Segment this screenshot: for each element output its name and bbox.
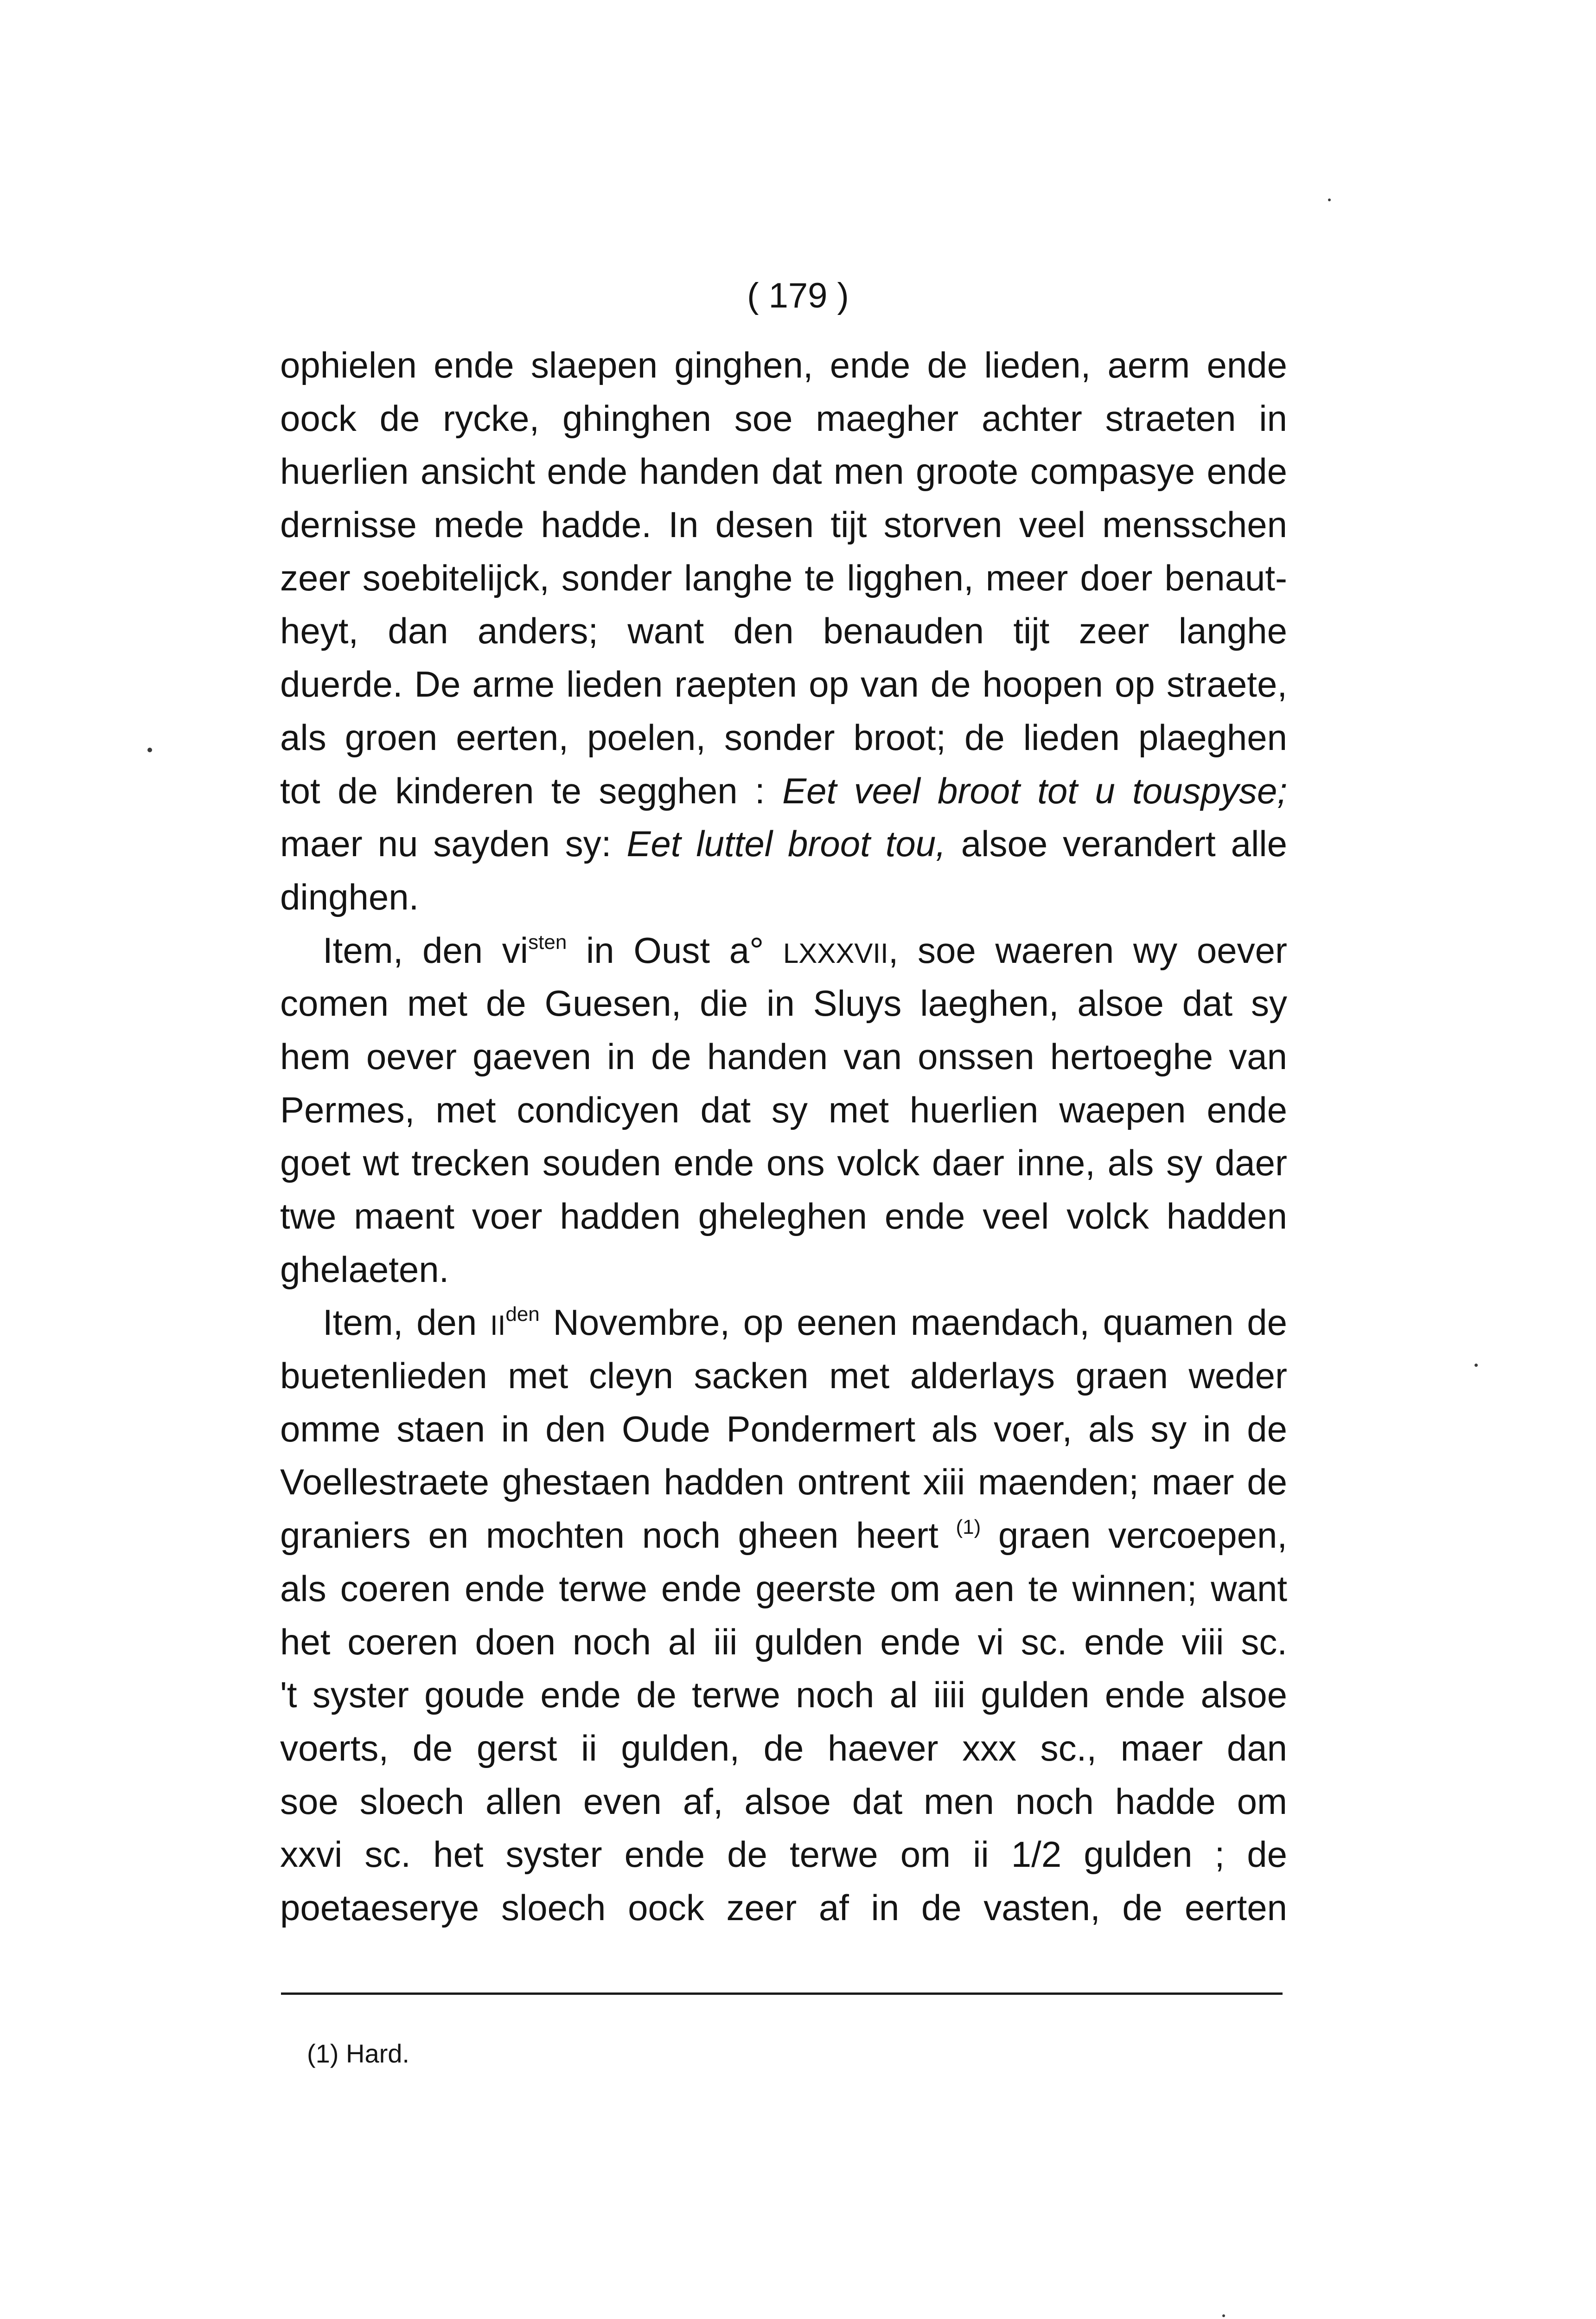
text-line: het coeren doen noch al iii gulden ende vi sc. ende viii sc. (280, 1621, 1287, 1662)
text-run: , soe waeren wy oever (888, 929, 1288, 971)
text-line: ghelaeten. (280, 1249, 449, 1290)
superscript: sten (528, 930, 567, 954)
body-text (280, 339, 1287, 1935)
text-line (280, 1509, 1287, 1562)
text-line: heyt, dan anders; want den benauden tijt zeer langhe (280, 610, 1287, 652)
paper-speck (1222, 2314, 1225, 2317)
text-run: Novembre, op eenen maendach, quamen de (539, 1302, 1287, 1343)
text-line (280, 764, 1287, 818)
text-line: Permes, met condicyen dat sy met huerlien waepen ende (280, 1089, 1287, 1130)
italic-quote: Eet luttel broot tou, (626, 823, 946, 865)
footnote-ref: (1) (956, 1516, 981, 1539)
text-line: goet wt trecken souden ende ons volck daer inne, als sy daer (280, 1142, 1287, 1184)
text-line: dernisse mede hadde. In desen tijt storven veel mensschen (280, 504, 1287, 545)
superscript: den (505, 1303, 540, 1326)
text-line: oock de rycke, ghinghen soe maegher achter straeten in (280, 397, 1287, 439)
footnote: (1) Hard. (307, 2039, 409, 2068)
text-line: 't syster goude ende de terwe noch al iiii gulden ende alsoe (280, 1674, 1287, 1716)
text-run: graen vercoepen, (981, 1515, 1287, 1556)
text-line: comen met de Guesen, die in Sluys laeghen, alsoe dat sy (280, 983, 1287, 1024)
paper-speck (1475, 1364, 1478, 1367)
text-run: in Oust a° (586, 929, 783, 971)
paper-speck (147, 748, 152, 752)
italic-quote: Eet veel broot tot u touspyse; (782, 770, 1287, 811)
text-run: tot de kinderen te segghen : (280, 770, 765, 811)
text-line: voerts, de gerst ii gulden, de haever xxx sc., maer dan (280, 1727, 1287, 1768)
text-line: zeer soebitelijck, sonder langhe te ligghen, meer doer benaut- (280, 557, 1287, 598)
text-run: Item, den vi (323, 929, 529, 971)
text-line: hem oever gaeven in de handen van onssen hertoeghe van (280, 1036, 1287, 1077)
text-line: poetaeserye sloech oock zeer af in de vasten, de eerten (280, 1887, 1287, 1928)
small-caps-numeral: LXXXVII (783, 937, 888, 969)
text-line: huerlien ansicht ende handen dat men groote compasye ende (280, 451, 1287, 492)
paper-speck (1328, 199, 1331, 201)
text-run: xxvi sc. het syster ende de terwe om ii (280, 1834, 1011, 1875)
text-run: graniers en mochten noch gheen heert (280, 1515, 956, 1556)
footnote-divider (281, 1992, 1283, 1995)
text-line: ophielen ende slaepen ginghen, ende de lieden, aerm ende (280, 345, 1287, 385)
text-line: omme staen in den Oude Pondermert als voer, als sy in de (280, 1408, 1287, 1449)
text-line: buetenlieden met cleyn sacken met alderlays graen weder (280, 1355, 1287, 1397)
text-line (280, 817, 1287, 871)
text-line: Voellestraete ghestaen hadden ontrent xiii maenden; maer de (280, 1461, 1287, 1503)
text-line (280, 1296, 1287, 1349)
fraction: 1/2 (1011, 1834, 1062, 1875)
text-line: dinghen. (280, 876, 419, 917)
text-run: gulden ; de (1061, 1834, 1287, 1875)
text-line: als coeren ende terwe ende geerste om aen te winnen; want (280, 1568, 1287, 1609)
small-caps-numeral: II (490, 1310, 506, 1341)
page-number: ( 179 ) (747, 276, 849, 315)
text-line (280, 924, 1287, 977)
text-line (280, 1828, 1287, 1881)
text-run: maer nu sayden sy: (280, 823, 612, 865)
text-run: Item, den (323, 1302, 491, 1343)
text-line: duerde. De arme lieden raepten op van de hoopen op straete, (280, 664, 1287, 705)
text-run: alsoe verandert alle (961, 823, 1287, 865)
text-line: soe sloech allen even af, alsoe dat men noch hadde om (280, 1781, 1287, 1822)
text-line: als groen eerten, poelen, sonder broot; de lieden plaeghen (280, 717, 1287, 758)
text-line: twe maent voer hadden gheleghen ende veel volck hadden (280, 1196, 1287, 1236)
